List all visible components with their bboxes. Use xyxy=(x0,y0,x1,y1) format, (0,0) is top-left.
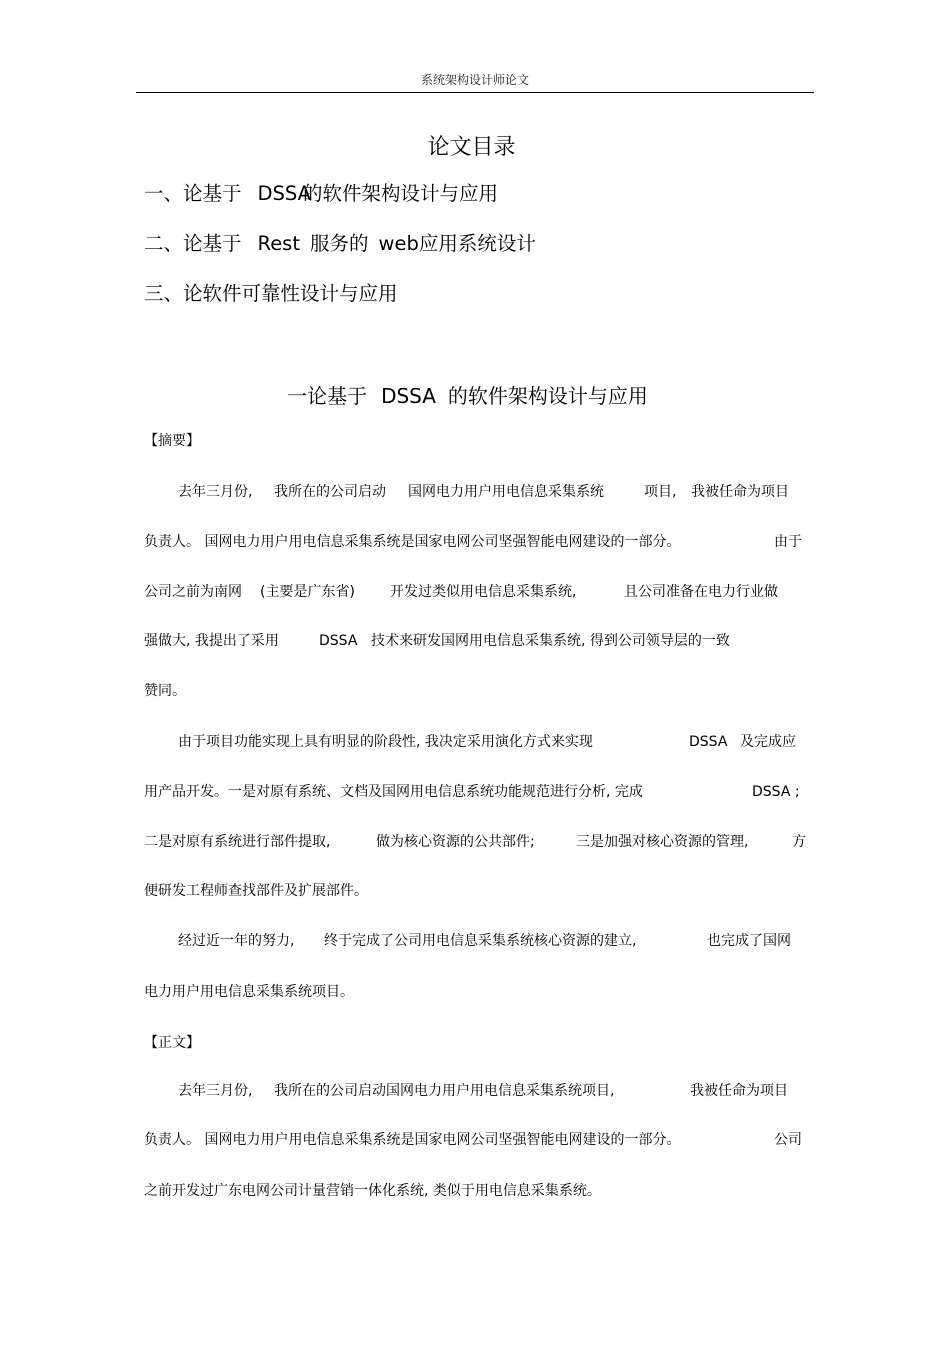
toc-item-2-prefix: 二、论基于 xyxy=(144,232,242,255)
toc-item-1-prefix: 一、论基于 xyxy=(144,182,242,205)
text-segment: 项目, xyxy=(644,484,677,500)
toc-item-2-mid: 服务的 xyxy=(310,232,369,255)
body-label: 【正文】 xyxy=(144,1035,200,1051)
section-title-rest: 的软件架构设计与应用 xyxy=(447,384,648,408)
text-segment: 我被任命为项目 xyxy=(691,484,789,500)
text-segment: 技术来研发国网用电信息采集系统, 得到公司领导层的一致 xyxy=(371,633,730,649)
toc-item-3-text: 三、论软件可靠性设计与应用 xyxy=(144,282,398,305)
text-segment: 也完成了国网 xyxy=(707,933,791,949)
toc-title: 论文目录 xyxy=(427,135,516,160)
text-segment: 方 xyxy=(792,834,806,850)
toc-item-1 xyxy=(144,178,498,206)
text-segment: 赞同。 xyxy=(144,683,186,699)
text-segment: 我所在的公司启动 xyxy=(274,484,386,500)
text-segment: 做为核心资源的公共部件; xyxy=(376,834,535,850)
text-segment: DSSA xyxy=(319,633,358,649)
text-segment: 公司之前为南网 xyxy=(144,584,242,600)
text-segment: 之前开发过广东电网公司计量营销一体化系统, 类似于用电信息采集系统。 xyxy=(144,1183,601,1199)
toc-item-3 xyxy=(144,278,398,306)
header-divider xyxy=(136,92,814,93)
abstract-label: 【摘要】 xyxy=(144,433,200,449)
text-segment: 由于项目功能实现上具有明显的阶段性, 我决定采用演化方式来实现 xyxy=(178,734,593,750)
text-segment: (主要是广东省) xyxy=(260,584,355,600)
text-segment: 我被任命为项目 xyxy=(690,1083,788,1099)
text-segment: 用产品开发。一是对原有系统、文档及国网用电信息系统功能规范进行分析, 完成 xyxy=(144,784,643,800)
text-segment: DSSA xyxy=(689,734,728,750)
section-title xyxy=(0,380,935,409)
toc-item-1-term: DSSA xyxy=(257,182,311,205)
toc-item-2-term2: web xyxy=(378,232,419,255)
running-header: 系统架构设计师论文 xyxy=(420,73,529,87)
text-segment: 及完成应 xyxy=(740,734,796,750)
section-title-term: DSSA xyxy=(381,384,436,408)
text-segment: 终于完成了公司用电信息采集系统核心资源的建立, xyxy=(324,933,637,949)
text-segment: 公司 xyxy=(774,1132,802,1148)
text-segment: 由于 xyxy=(774,534,802,550)
text-segment: 国网电力用户用电信息采集系统 xyxy=(408,484,604,500)
toc-item-2-rest: 应用系统设计 xyxy=(418,232,536,255)
section-title-prefix: 一论基于 xyxy=(287,384,368,408)
text-segment: DSSA ; xyxy=(752,784,800,800)
text-segment: 负责人。 国网电力用户用电信息采集系统是国家电网公司坚强智能电网建设的一部分。 xyxy=(144,534,681,550)
text-segment: 负责人。 国网电力用户用电信息采集系统是国家电网公司坚强智能电网建设的一部分。 xyxy=(144,1132,681,1148)
toc-item-1-rest: 的软件架构设计与应用 xyxy=(303,182,499,205)
text-segment: 且公司准备在电力行业做 xyxy=(624,584,778,600)
text-segment: 便研发工程师查找部件及扩展部件。 xyxy=(144,883,368,899)
toc-item-2-term: Rest xyxy=(257,232,300,255)
text-segment: 三是加强对核心资源的管理, xyxy=(576,834,749,850)
text-segment: 开发过类似用电信息采集系统, xyxy=(390,584,577,600)
toc-item-2 xyxy=(144,228,536,256)
text-segment: 去年三月份, xyxy=(178,484,253,500)
text-segment: 经过近一年的努力, xyxy=(178,933,295,949)
text-segment: 我所在的公司启动国网电力用户用电信息采集系统项目, xyxy=(274,1083,615,1099)
text-segment: 二是对原有系统进行部件提取, xyxy=(144,834,331,850)
text-segment: 强做大, 我提出了采用 xyxy=(144,633,279,649)
text-segment: 去年三月份, xyxy=(178,1083,253,1099)
text-segment: 电力用户用电信息采集系统项目。 xyxy=(144,984,354,1000)
